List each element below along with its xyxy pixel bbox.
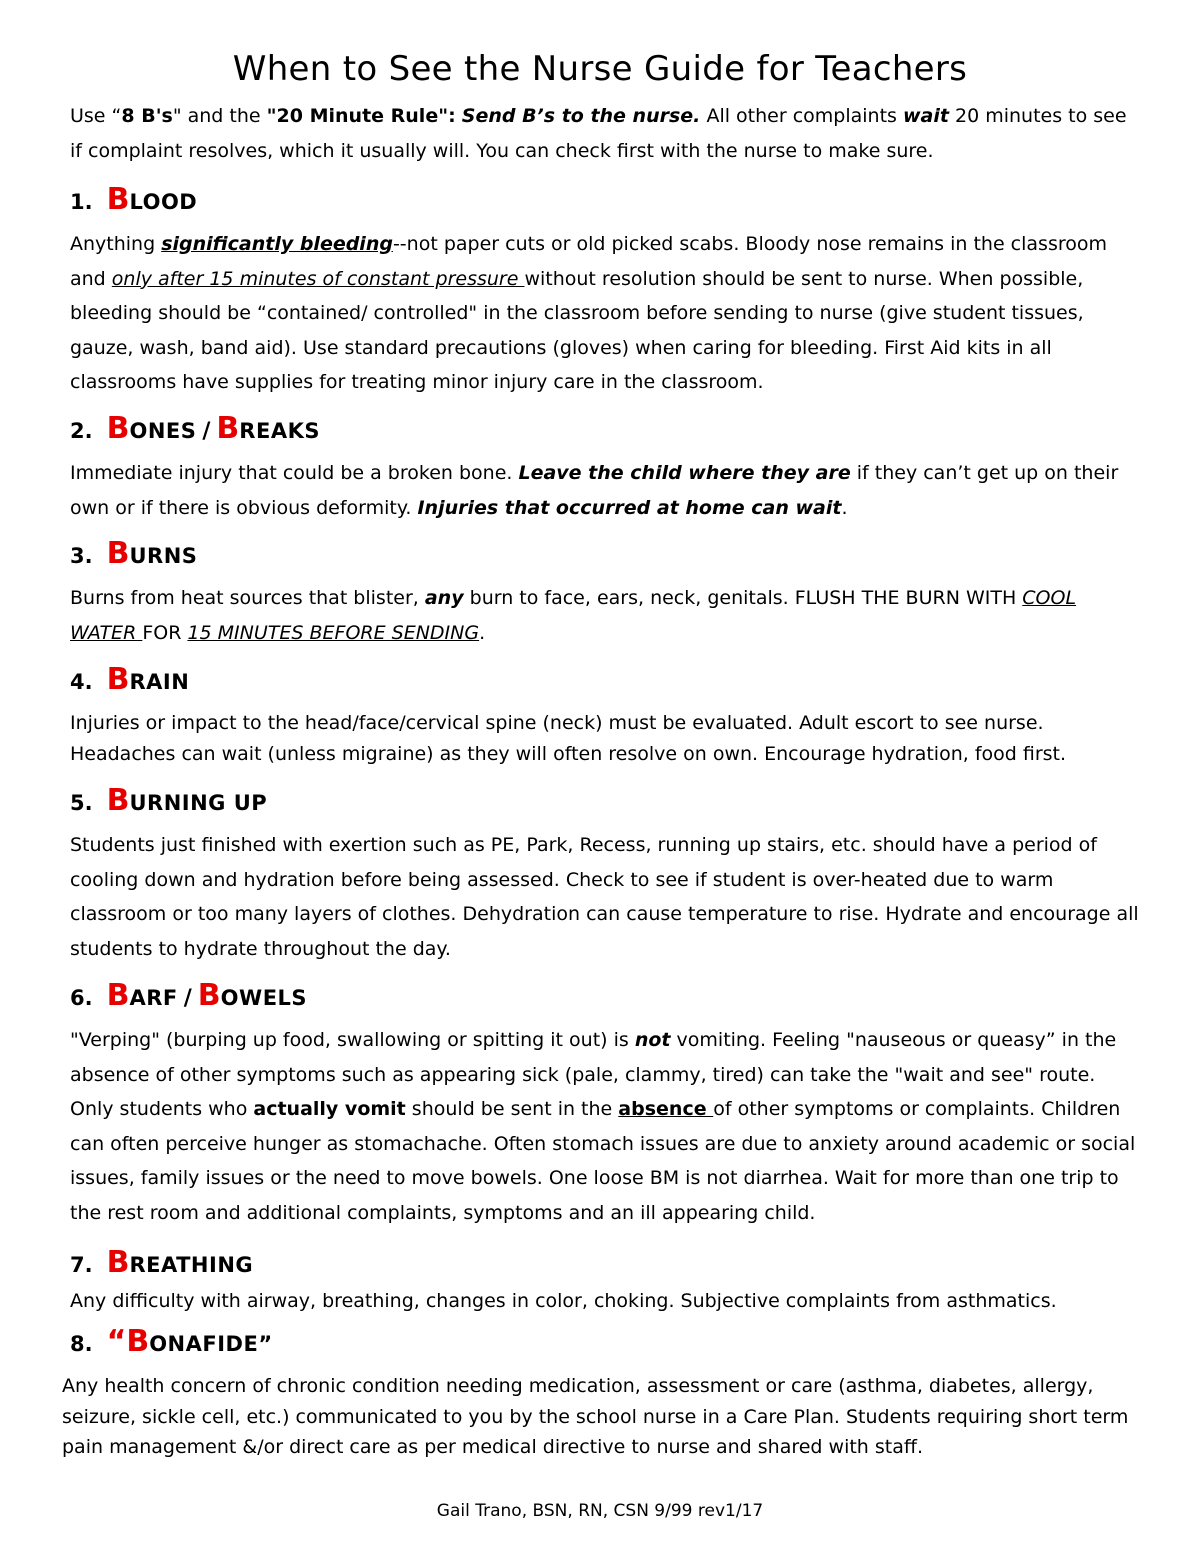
intro-text: All other complaints — [700, 105, 903, 127]
section-number: 2. — [70, 419, 93, 443]
section-heading-bones-breaks — [70, 411, 320, 447]
body-emphasis: any — [424, 587, 464, 609]
section-body-burning-up — [70, 828, 1140, 966]
body-text: burn to face, ears, neck, genitals. FLUSH THE BURN WITH — [463, 587, 1023, 609]
body-emphasis: 15 MINUTES BEFORE SENDING — [187, 621, 480, 644]
section-body-blood — [70, 227, 1140, 400]
section-heading-bonafide — [70, 1324, 273, 1360]
heading-initial: B — [106, 536, 130, 571]
section-body-bonafide — [62, 1371, 1140, 1463]
footer-credit: Gail Trano, BSN, RN, CSN 9/99 rev1/17 — [436, 1501, 764, 1521]
body-emphasis: actually vomit — [253, 1098, 406, 1120]
section-heading-blood — [70, 182, 198, 218]
heading-rest: ONAFIDE — [149, 1332, 259, 1356]
body-text: should be sent in the — [405, 1098, 619, 1120]
heading-initial: B — [106, 978, 130, 1013]
body-emphasis: Injuries that occurred at home can wait — [417, 496, 842, 519]
section-heading-breathing — [70, 1245, 254, 1281]
section-number: 3. — [70, 544, 93, 568]
section-heading-burns — [70, 536, 198, 572]
intro-send-bs: Send B’s to the nurse. — [461, 105, 701, 127]
body-emphasis: Leave the child where they are — [518, 462, 851, 484]
heading-rest: REATHING — [129, 1253, 254, 1277]
body-text: Burns from heat sources that blister, — [70, 587, 425, 609]
intro-8bs: 8 B's — [121, 105, 173, 127]
heading-rest: RAIN — [129, 670, 190, 694]
body-emphasis: significantly bleeding — [161, 233, 393, 255]
body-text: if they can’t get up on their own or if there is obvious deformity. — [70, 462, 1119, 519]
section-number: 5. — [70, 791, 93, 815]
intro-20-minute-rule: "20 Minute Rule": — [266, 105, 456, 127]
heading-initial: B — [216, 411, 240, 446]
section-heading-brain — [70, 662, 190, 698]
body-emphasis: only after 15 minutes of constant pressure — [111, 267, 525, 290]
body-text: Any health concern of chronic condition needing medication, assessment or care (asthma, diabetes, allergy, seizure, sickle cell, etc.) communicated to you by the school nurse in a Care Plan. Students requiring short term pain management &/or direct care as per medical directive to nurse and shared with staff. — [62, 1375, 1129, 1458]
body-text: FOR — [142, 621, 188, 644]
body-emphasis: not — [634, 1029, 671, 1051]
intro-text: Use “ — [70, 105, 122, 127]
heading-initial: B — [126, 1324, 150, 1359]
intro-wait: wait — [902, 105, 949, 127]
body-text: Immediate injury that could be a broken bone. — [70, 462, 519, 484]
heading-rest: URNS — [129, 544, 198, 568]
body-text: . — [479, 621, 486, 644]
section-body-barf-bowels — [70, 1023, 1140, 1230]
section-number: 8. — [70, 1332, 93, 1356]
body-emphasis: absence — [618, 1098, 714, 1120]
body-text: Students just finished with exertion such as PE, Park, Recess, running up stairs, etc. should have a period of cooling down and hydration before being assessed. Check to see if student is over-heated due to warm classroom or too many layers of clothes. Dehydration can cause temperature to rise. Hydrate and encourage all students to hydrate throughout the day. — [70, 834, 1139, 960]
intro-text: 20 minutes to see if complaint resolves, which it usually will. You can check first with the nurse to make sure. — [70, 105, 1127, 162]
body-text: --not paper cuts or old picked scabs. Bloody nose remains in the classroom and — [70, 233, 1108, 290]
body-text: vomiting. Feeling "nauseous or queasy” in the absence of other symptoms such as appearing sick (pale, clammy, tired) can take the "wait and see" route. Only students who — [70, 1029, 1117, 1120]
body-text: of other symptoms or complaints. Children can often perceive hunger as stomachache. Often stomach issues are due to anxiety around academic or social issues, family issues or the need to move bowels. One loose BM is not diarrhea. Wait for more than one trip to the rest room and additional complaints, symptoms and an ill appearing child. — [70, 1098, 1136, 1224]
heading-rest: ONES — [129, 419, 197, 443]
heading-initial: B — [106, 783, 130, 818]
heading-rest: REAKS — [239, 419, 320, 443]
heading-initial: B — [197, 978, 221, 1013]
section-body-breathing — [70, 1284, 1140, 1319]
body-text: Anything — [70, 233, 162, 255]
intro-text: " and the — [172, 105, 267, 127]
heading-initial: B — [106, 411, 130, 446]
heading-rest: OWELS — [220, 986, 308, 1010]
heading-initial: B — [106, 662, 130, 697]
section-number: 1. — [70, 190, 93, 214]
heading-separator: / — [202, 419, 211, 444]
heading-quote-close: ” — [258, 1332, 273, 1356]
intro-paragraph — [70, 99, 1140, 168]
heading-rest: LOOD — [129, 190, 198, 214]
heading-initial: B — [106, 182, 130, 217]
section-number: 7. — [70, 1253, 93, 1277]
section-body-brain — [70, 708, 1140, 770]
section-heading-burning-up — [70, 783, 268, 819]
heading-rest: ARF — [129, 986, 178, 1010]
body-emphasis: COOL WATER — [70, 587, 1077, 644]
body-text: without resolution should be sent to nurse. When possible, bleeding should be “contained/ controlled" in the classroom before sending to nurse (give student tissues, gauze, wash, band aid). Use standard precautions (gloves) when caring for bleeding. First Aid kits in all classrooms have supplies for treating minor injury care in the classroom. — [70, 267, 1084, 393]
body-text: Injuries or impact to the head/face/cervical spine (neck) must be evaluated. Adult escort to see nurse. Headaches can wait (unless migraine) as they will often resolve on own. Encourage hydration, food first. — [70, 712, 1067, 765]
body-text: Any difficulty with airway, breathing, changes in color, choking. Subjective complaints from asthmatics. — [70, 1290, 1057, 1312]
heading-separator: / — [183, 986, 192, 1011]
section-body-bones-breaks — [70, 456, 1140, 525]
heading-initial: B — [106, 1245, 130, 1280]
body-text: . — [841, 496, 848, 519]
heading-quote-open: “ — [106, 1324, 127, 1359]
section-number: 6. — [70, 986, 93, 1010]
section-heading-barf-bowels — [70, 978, 308, 1014]
body-text: "Verping" (burping up food, swallowing or spitting it out) is — [70, 1029, 635, 1051]
heading-rest: URNING UP — [129, 791, 268, 815]
section-body-burns — [70, 581, 1140, 650]
section-number: 4. — [70, 670, 93, 694]
page-title: When to See the Nurse Guide for Teachers — [232, 49, 968, 89]
